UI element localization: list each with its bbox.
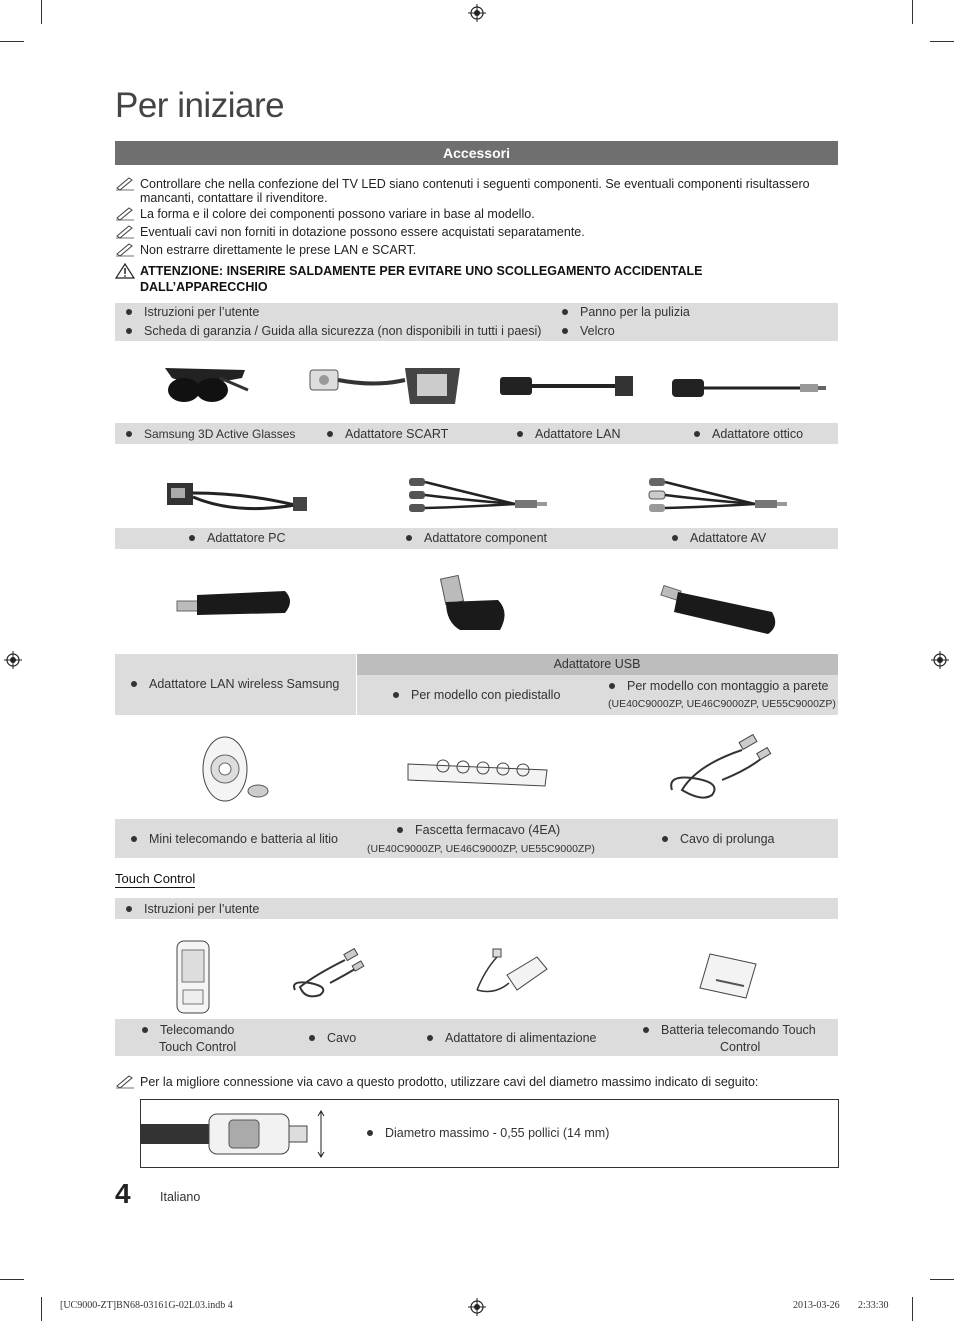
touch-control-heading: Touch Control xyxy=(115,871,196,886)
registration-mark-icon xyxy=(4,651,22,669)
list-item: Fascetta fermacavo (4EA) xyxy=(397,823,560,837)
list-item-line: Touch Control xyxy=(159,1040,237,1054)
lan-adapter-image xyxy=(495,372,640,402)
av-adapter-image xyxy=(645,472,790,517)
mini-remote-image xyxy=(200,735,275,805)
cable-diameter-box xyxy=(140,1099,839,1168)
footer-date: 2013-03-26 xyxy=(793,1300,840,1311)
list-item: Diametro massimo - 0,55 pollici (14 mm) xyxy=(367,1126,609,1140)
registration-mark-icon xyxy=(931,651,949,669)
divider xyxy=(356,654,357,715)
list-item: Adattatore PC xyxy=(189,531,286,545)
usb-adapter-stand-image xyxy=(438,572,513,634)
note-text: Controllare che nella confezione del TV LED siano contenuti i seguenti componenti. Se eventuali componenti risultassero mancanti, contattare il rivenditore. xyxy=(140,177,810,205)
usb-header-label: Adattatore USB xyxy=(553,657,641,671)
component-adapter-image xyxy=(405,472,550,517)
list-item: Adattatore LAN xyxy=(517,427,620,441)
extension-cable-image xyxy=(662,730,772,805)
list-item-line: Control xyxy=(720,1040,761,1054)
warning-triangle-icon xyxy=(115,263,135,279)
list-item: Adattatore LAN wireless Samsung xyxy=(131,677,339,691)
footer-file: [UC9000-ZT]BN68-03161G-02L03.indb 4 xyxy=(60,1300,233,1311)
crop-mark xyxy=(912,1297,913,1321)
touch-remote-image xyxy=(172,938,217,1016)
list-item: Panno per la pulizia xyxy=(562,305,690,319)
list-item: Adattatore component xyxy=(406,531,547,545)
list-item: Telecomando xyxy=(142,1023,234,1037)
usb-adapter-wall-image xyxy=(660,582,782,637)
crop-mark xyxy=(41,1297,42,1321)
pc-adapter-image xyxy=(165,475,310,520)
touch-cable-image xyxy=(290,945,370,1000)
list-item: Cavo di prolunga xyxy=(662,832,775,846)
battery-image xyxy=(698,950,760,1002)
scart-adapter-image xyxy=(305,362,465,412)
registration-mark-icon xyxy=(468,1298,486,1316)
page-number: 4 xyxy=(115,1178,131,1209)
crop-mark xyxy=(0,1279,24,1280)
cable-diameter-image xyxy=(141,1106,331,1162)
warning-text: ATTENZIONE: INSERIRE SALDAMENTE PER EVITARE UNO SCOLLEGAMENTO ACCIDENTALE DALL’APPARECCHIO xyxy=(140,264,703,294)
pencil-note-icon xyxy=(115,223,135,239)
list-item: Adattatore AV xyxy=(672,531,766,545)
crop-mark xyxy=(0,41,24,42)
cable-holder-image xyxy=(405,750,550,790)
optical-adapter-image xyxy=(670,375,830,403)
crop-mark xyxy=(930,1279,954,1280)
model-list: (UE40C9000ZP, UE46C9000ZP, UE55C9000ZP) xyxy=(367,843,595,855)
list-item: Batteria telecomando Touch xyxy=(643,1023,816,1037)
list-item: Adattatore di alimentazione xyxy=(427,1031,596,1045)
page-title: Per iniziare xyxy=(115,86,285,125)
list-item: Istruzioni per l’utente xyxy=(126,902,259,916)
3d-glasses-image xyxy=(160,360,250,410)
pencil-note-icon xyxy=(115,1073,135,1089)
section-header: Accessori xyxy=(115,141,838,165)
list-item: Mini telecomando e batteria al litio xyxy=(131,832,338,846)
note-text: La forma e il colore dei componenti possono variare in base al modello. xyxy=(140,207,535,221)
wireless-lan-adapter-image xyxy=(175,585,297,621)
note-text: Per la migliore connessione via cavo a questo prodotto, utilizzare cavi del diametro massimo indicato di seguito: xyxy=(140,1075,759,1089)
page-language: Italiano xyxy=(160,1190,201,1204)
list-item: Samsung 3D Active Glasses xyxy=(126,427,295,441)
footer-time: 2:33:30 xyxy=(858,1300,889,1311)
crop-mark xyxy=(912,0,913,24)
list-item: Per modello con montaggio a parete xyxy=(609,679,829,693)
list-item: Cavo xyxy=(309,1031,356,1045)
model-list: (UE40C9000ZP, UE46C9000ZP, UE55C9000ZP) xyxy=(608,698,836,710)
crop-mark xyxy=(41,0,42,24)
list-item: Adattatore SCART xyxy=(327,427,448,441)
pencil-note-icon xyxy=(115,205,135,221)
list-item: Adattatore ottico xyxy=(694,427,803,441)
note-text: Non estrarre direttamente le prese LAN e SCART. xyxy=(140,243,417,257)
list-item: Scheda di garanzia / Guida alla sicurezza (non disponibili in tutti i paesi) xyxy=(126,324,541,338)
list-item: Istruzioni per l’utente xyxy=(126,305,259,319)
pencil-note-icon xyxy=(115,175,135,191)
pencil-note-icon xyxy=(115,241,135,257)
crop-mark xyxy=(930,41,954,42)
list-item: Per modello con piedistallo xyxy=(393,688,560,702)
registration-mark-icon xyxy=(468,4,486,22)
note-text: Eventuali cavi non forniti in dotazione possono essere acquistati separatamente. xyxy=(140,225,585,239)
power-adapter-image xyxy=(475,945,550,1000)
list-item: Velcro xyxy=(562,324,615,338)
